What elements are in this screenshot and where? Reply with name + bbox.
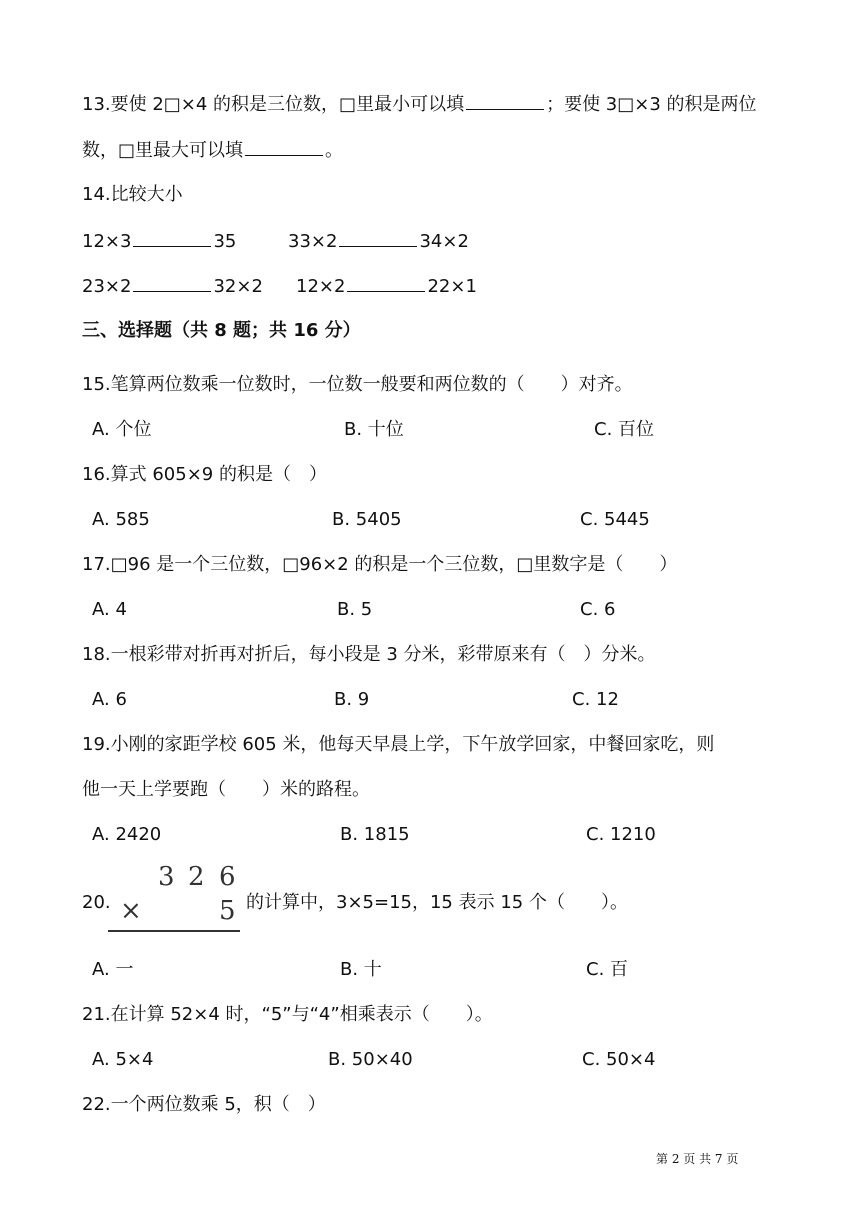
option-c[interactable]: C. 百位 bbox=[594, 419, 655, 440]
question-stem: 22.一个两位数乘 5，积（ ） bbox=[82, 1094, 326, 1115]
q13-text-c: 数，□里最大可以填 bbox=[82, 140, 244, 161]
q13-text-b: ；要使 3□×3 的积是两位 bbox=[546, 94, 757, 115]
option-a[interactable]: A. 一 bbox=[92, 959, 134, 980]
page-footer: 第 2 页 共 7 页 bbox=[656, 1152, 739, 1166]
option-b[interactable]: B. 十 bbox=[340, 959, 382, 980]
question-number: 20. bbox=[82, 892, 111, 913]
question-stem: 17.□96 是一个三位数，□96×2 的积是一个三位数，□里数字是（ ） bbox=[82, 554, 678, 575]
q13-text-d: 。 bbox=[325, 140, 344, 161]
option-a[interactable]: A. 5×4 bbox=[92, 1049, 154, 1070]
option-b[interactable]: B. 5 bbox=[337, 599, 373, 620]
option-a[interactable]: A. 2420 bbox=[92, 824, 162, 845]
option-c[interactable]: C. 50×4 bbox=[582, 1049, 656, 1070]
option-c[interactable]: C. 12 bbox=[572, 689, 619, 710]
digit: 3 bbox=[158, 862, 175, 892]
compare-item: 33×2 34×2 bbox=[288, 228, 469, 255]
question-stem: 的计算中，3×5=15，15 表示 15 个（ ）。 bbox=[246, 892, 628, 913]
times-sign: × bbox=[120, 896, 142, 926]
compare-blank[interactable] bbox=[133, 228, 211, 247]
compare-blank[interactable] bbox=[347, 273, 425, 292]
option-b[interactable]: B. 9 bbox=[334, 689, 370, 710]
option-a[interactable]: A. 585 bbox=[92, 509, 150, 530]
section-heading: 三、选择题（共 8 题；共 16 分） bbox=[82, 320, 361, 341]
digit: 6 bbox=[219, 862, 236, 892]
underline-bar bbox=[108, 930, 240, 932]
option-a[interactable]: A. 个位 bbox=[92, 419, 152, 440]
question-stem: 18.一根彩带对折再对折后，每小段是 3 分米，彩带原来有（ ）分米。 bbox=[82, 644, 656, 665]
option-a[interactable]: A. 6 bbox=[92, 689, 127, 710]
option-b[interactable]: B. 1815 bbox=[340, 824, 410, 845]
option-a[interactable]: A. 4 bbox=[92, 599, 127, 620]
question-stem: 21.在计算 52×4 时，“5”与“4”相乘表示（ ）。 bbox=[82, 1004, 493, 1025]
compare-blank[interactable] bbox=[133, 273, 211, 292]
q13-line1 bbox=[82, 91, 757, 118]
question-stem: 16.算式 605×9 的积是（ ） bbox=[82, 464, 327, 485]
compare-item: 23×2 32×2 bbox=[82, 273, 263, 300]
option-c[interactable]: C. 5445 bbox=[580, 509, 650, 530]
digit: 2 bbox=[188, 862, 205, 892]
q13-blank-2[interactable] bbox=[245, 137, 323, 156]
compare-blank[interactable] bbox=[339, 228, 417, 247]
q14-title: 14.比较大小 bbox=[82, 184, 183, 205]
compare-item: 12×3 35 bbox=[82, 228, 236, 255]
option-c[interactable]: C. 百 bbox=[586, 959, 629, 980]
q13-text-a: 13.要使 2□×4 的积是三位数，□里最小可以填 bbox=[82, 94, 465, 115]
question-stem: 15.笔算两位数乘一位数时，一位数一般要和两位数的（ ）对齐。 bbox=[82, 374, 633, 395]
vertical-multiplication bbox=[108, 862, 240, 936]
digit: 5 bbox=[219, 896, 236, 926]
option-b[interactable]: B. 50×40 bbox=[328, 1049, 413, 1070]
option-b[interactable]: B. 十位 bbox=[344, 419, 404, 440]
option-b[interactable]: B. 5405 bbox=[332, 509, 402, 530]
option-c[interactable]: C. 1210 bbox=[586, 824, 656, 845]
q13-line2 bbox=[82, 137, 343, 164]
option-c[interactable]: C. 6 bbox=[580, 599, 616, 620]
compare-item: 12×2 22×1 bbox=[296, 273, 477, 300]
q13-blank-1[interactable] bbox=[466, 91, 544, 110]
question-stem-continued: 他一天上学要跑（ ）米的路程。 bbox=[82, 779, 370, 800]
question-stem: 19.小刚的家距学校 605 米，他每天早晨上学，下午放学回家，中餐回家吃，则 bbox=[82, 734, 715, 755]
